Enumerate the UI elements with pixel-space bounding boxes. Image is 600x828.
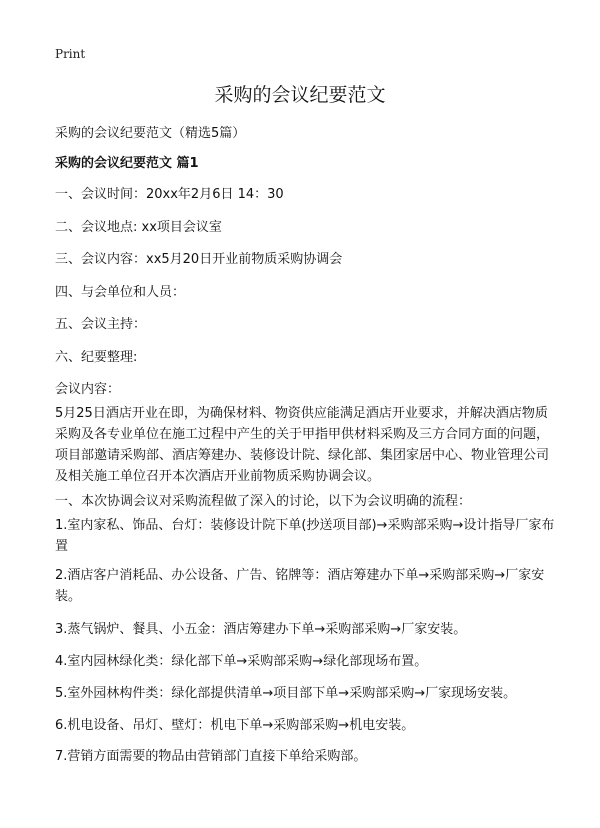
- process-item: 6.机电设备、吊灯、壁灯：机电下单→采购部采购→机电安装。: [55, 718, 415, 733]
- meeting-location: 二、会议地点: xx项目会议室: [55, 220, 222, 235]
- process-item: 3.蒸气锅炉、餐具、小五金：酒店筹建办下单→采购部采购→厂家安装。: [55, 622, 467, 637]
- process-intro: 一、本次协调会议对采购流程做了深入的讨论，以下为会议明确的流程：: [55, 494, 472, 509]
- meeting-time: 一、会议时间：20xx年2月6日 14：30: [55, 187, 284, 202]
- print-link[interactable]: Print: [55, 47, 86, 61]
- meeting-topic: 三、会议内容：xx5月20日开业前物质采购协调会: [55, 252, 343, 267]
- intro-paragraph: 5月25日酒店开业在即，为确保材料、物资供应能满足酒店开业要求，并解决酒店物质采购及各专业单位在施工过程中产生的关于甲指甲供材料采购及三方合同方面的问题，项目部邀请采购部、酒店筹建办、装修设计院、绿化部、集团家居中心、物业管理公司及相关施工单位召开本次酒店开业前物质采购协调会议。: [55, 406, 550, 484]
- section-heading: 采购的会议纪要范文 篇1: [55, 156, 199, 171]
- meeting-host: 五、会议主持：: [55, 317, 147, 332]
- content-label: 会议内容：: [55, 382, 121, 397]
- meeting-attendees: 四、与会单位和人员：: [55, 285, 186, 300]
- process-item: 2.酒店客户消耗品、办公设备、广告、铭牌等：酒店筹建办下单→采购部采购→厂家安装。: [55, 568, 545, 604]
- process-item: 4.室内园林绿化类：绿化部下单→采购部采购→绿化部现场布置。: [55, 654, 428, 669]
- process-item: 7.营销方面需要的物品由营销部门直接下单给采购部。: [55, 749, 367, 764]
- meeting-recorder: 六、纪要整理:: [55, 350, 138, 365]
- document-title: 采购的会议纪要范文: [214, 84, 386, 106]
- process-item: 5.室外园林构件类：绿化部提供清单→项目部下单→采购部采购→厂家现场安装。: [55, 686, 517, 701]
- process-item: 1.室内家私、饰品、台灯：装修设计院下单(抄送项目部)→采购部采购→设计指导厂家布置: [55, 518, 555, 554]
- document-subtitle: 采购的会议纪要范文（精选5篇）: [55, 126, 246, 141]
